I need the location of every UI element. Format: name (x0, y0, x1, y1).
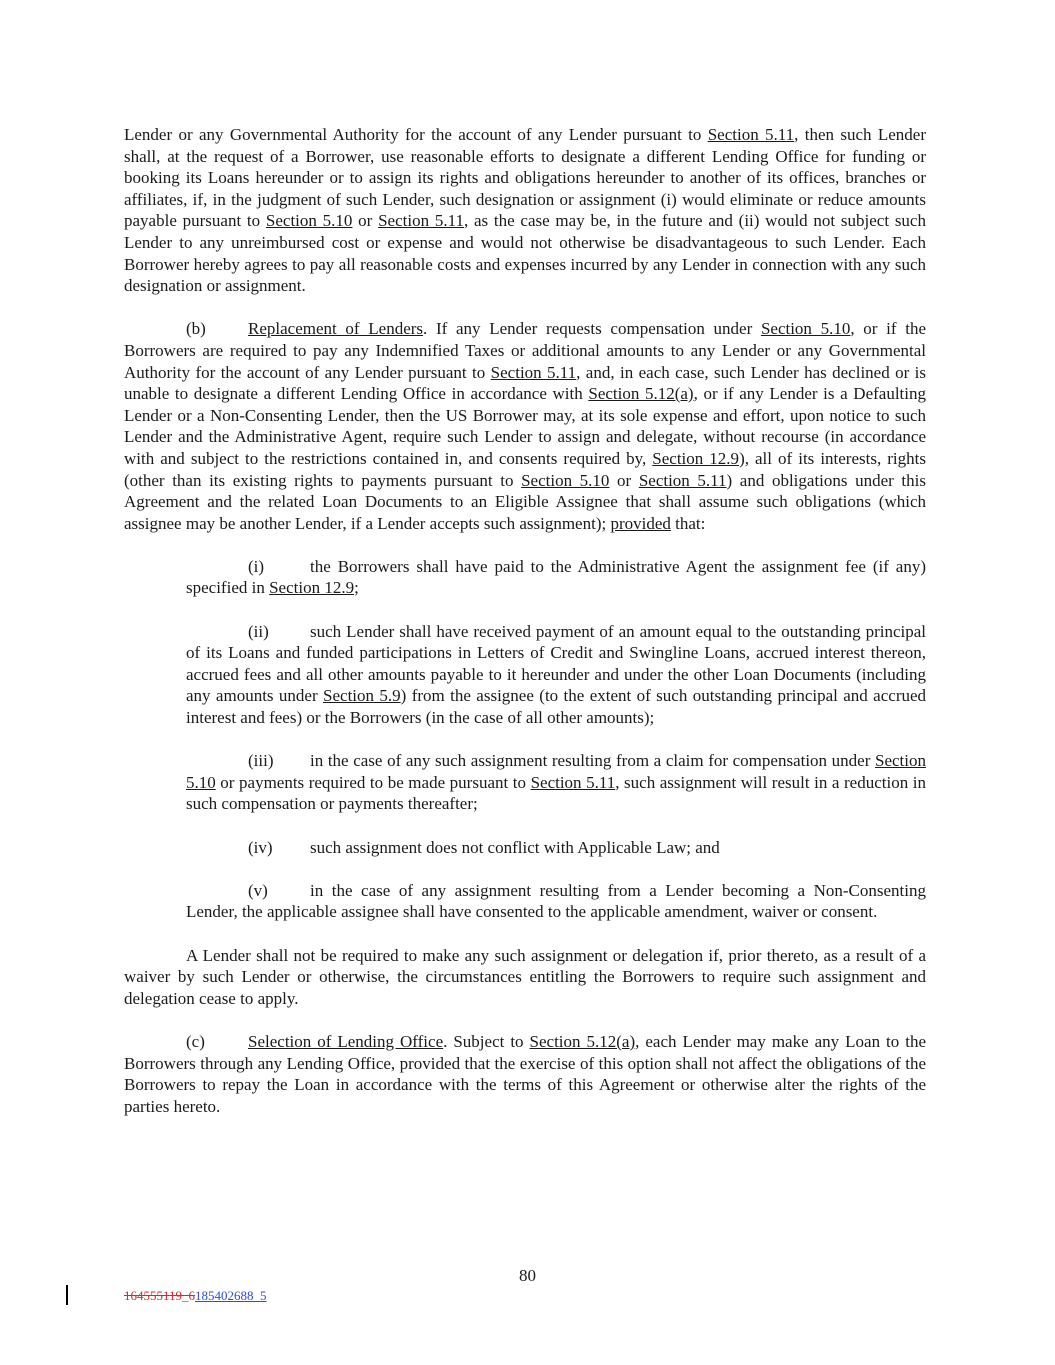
subclause-v (186, 880, 926, 923)
subclause-ii (186, 621, 926, 729)
section-reference: Section 5.12(a) (588, 384, 694, 404)
text: in the case of any assignment resulting from a Lender becoming a Non-Consenting Lender, the applicable assignee shall have consented to the applicable amendment, waiver or consent. (186, 880, 926, 922)
text: ), all of its interests, rights (other than its existing rights to payments pursuant to (124, 448, 926, 490)
paragraph-lender-not-required (124, 945, 926, 1010)
clause-heading: Replacement of Lenders (248, 319, 424, 339)
text: such assignment does not conflict with Applicable Law; and (310, 837, 720, 857)
text: such Lender shall have received payment of an amount equal to the outstanding principal of its Loans and funded participations in Letters of Credit and Swingline Loans, accrued interest thereon, accrued fees and all other amounts payable to it hereunder and under the other Loan Documents (including any amounts under (186, 621, 926, 706)
clause-label: (i) (248, 556, 265, 576)
page-number: 80 (519, 1266, 536, 1285)
text: or (609, 470, 639, 490)
section-reference: Section 5.11 (490, 362, 577, 382)
paragraph-b-replacement-of-lenders (124, 318, 926, 534)
text: , each Lender may make any Loan to the Borrowers through any Lending Office, provided that the exercise of this option shall not affect the obligations of the Borrowers to repay the Loan in accordance with the terms of this Agreement or otherwise alter the rights of the parties hereto. (124, 1031, 927, 1116)
section-reference: Section 5.10 (760, 319, 851, 339)
section-reference: Section 5.10 (265, 211, 353, 231)
clause-label: (iii) (248, 751, 274, 771)
text: or payments required to be made pursuant to (215, 772, 531, 792)
change-bar (66, 1285, 68, 1305)
text: or (352, 211, 379, 231)
section-reference: Section 5.9 (323, 686, 401, 706)
text: Lender or any Governmental Authority for the account of any Lender pursuant to (124, 125, 708, 144)
clause-label: (v) (248, 880, 268, 900)
section-reference: Section 5.11 (707, 125, 795, 144)
section-reference: Section 5.10 (521, 470, 610, 490)
section-reference: Section 5.12(a) (529, 1031, 636, 1051)
text: that: (670, 513, 706, 533)
clause-label: (c) (186, 1031, 205, 1051)
clause-label: (iv) (248, 837, 273, 857)
text: the Borrowers shall have paid to the Administrative Agent the assignment fee (if any) specified in (186, 556, 926, 598)
document-id-deleted: 164555119_6 (124, 1288, 196, 1303)
clause-heading: Selection of Lending Office (248, 1031, 444, 1051)
section-reference: Section 5.11 (638, 470, 727, 490)
section-reference: Section 5.10 (186, 751, 926, 792)
text: ) from the assignee (to the extent of such outstanding principal and accrued interest and fees) or the Borrowers (in the case of all other amounts); (186, 686, 927, 728)
text: , or if any Lender is a Defaulting Lender or a Non-Consenting Lender, then the US Borrower may, at its sole expense and effort, upon notice to such Lender and the Administrative Agent, require such Lender to assign and delegate, without recourse (in accordance with and subject to the restrictions contained in, and consents required by, (124, 384, 927, 468)
section-reference: Section 12.9 (652, 448, 740, 468)
text: ) and obligations under this Agreement and the related Loan Documents to an Eligible Assignee that shall assume such obligations (which assignee may be another Lender, if a Lender accepts such assignment); (124, 470, 926, 533)
subclause-iv (186, 837, 926, 859)
provided-term: provided (610, 513, 671, 533)
document-id-inserted: 185402688_5 (195, 1288, 267, 1303)
document-page (124, 124, 926, 1139)
document-id (124, 1288, 267, 1304)
subclause-i (186, 556, 926, 599)
paragraph-c-selection-of-lending-office (124, 1031, 926, 1117)
section-reference: Section 5.11 (530, 772, 616, 792)
paragraph-continuation (124, 124, 926, 297)
text: , then such Lender shall, at the request of a Borrower, use reasonable efforts to designate a different Lending Office for funding or booking its Loans hereunder or to assign its rights and obligations hereunder to another of its offices, branches or affiliates, if, in the judgment of such Lender, such designation or assignment (i) would eliminate or reduce amounts payable pursuant to (124, 125, 926, 231)
clause-label: (ii) (248, 621, 269, 641)
text: , such assignment will result in a reduction in such compensation or payments thereafter; (186, 772, 926, 814)
section-reference: Section 12.9 (269, 578, 355, 598)
subclause-iii (186, 750, 926, 815)
section-reference: Section 5.11 (378, 211, 464, 231)
clause-label: (b) (186, 319, 206, 339)
text: , or if the Borrowers are required to pay any Indemnified Taxes or additional amounts to any Lender or any Governmental Authority for the account of any Lender pursuant to (124, 319, 926, 382)
text: ; (354, 578, 359, 598)
text: in the case of any such assignment resulting from a claim for compensation under (310, 751, 875, 771)
text: , and, in each case, such Lender has declined or is unable to designate a different Lending Office in accordance with (124, 362, 926, 404)
text: . Subject to (443, 1031, 530, 1051)
text: . If any Lender requests compensation under (423, 319, 761, 339)
text: A Lender shall not be required to make any such assignment or delegation if, prior thereto, as a result of a waiver by such Lender or otherwise, the circumstances entitling the Borrowers to require such assignment and delegation cease to apply. (124, 945, 926, 1008)
text: , as the case may be, in the future and (ii) would not subject such Lender to any unreimbursed cost or expense and would not otherwise be disadvantageous to such Lender. Each Borrower hereby agrees to pay all reasonable costs and expenses incurred by any Lender in connection with any such designation or assignment. (124, 211, 926, 296)
